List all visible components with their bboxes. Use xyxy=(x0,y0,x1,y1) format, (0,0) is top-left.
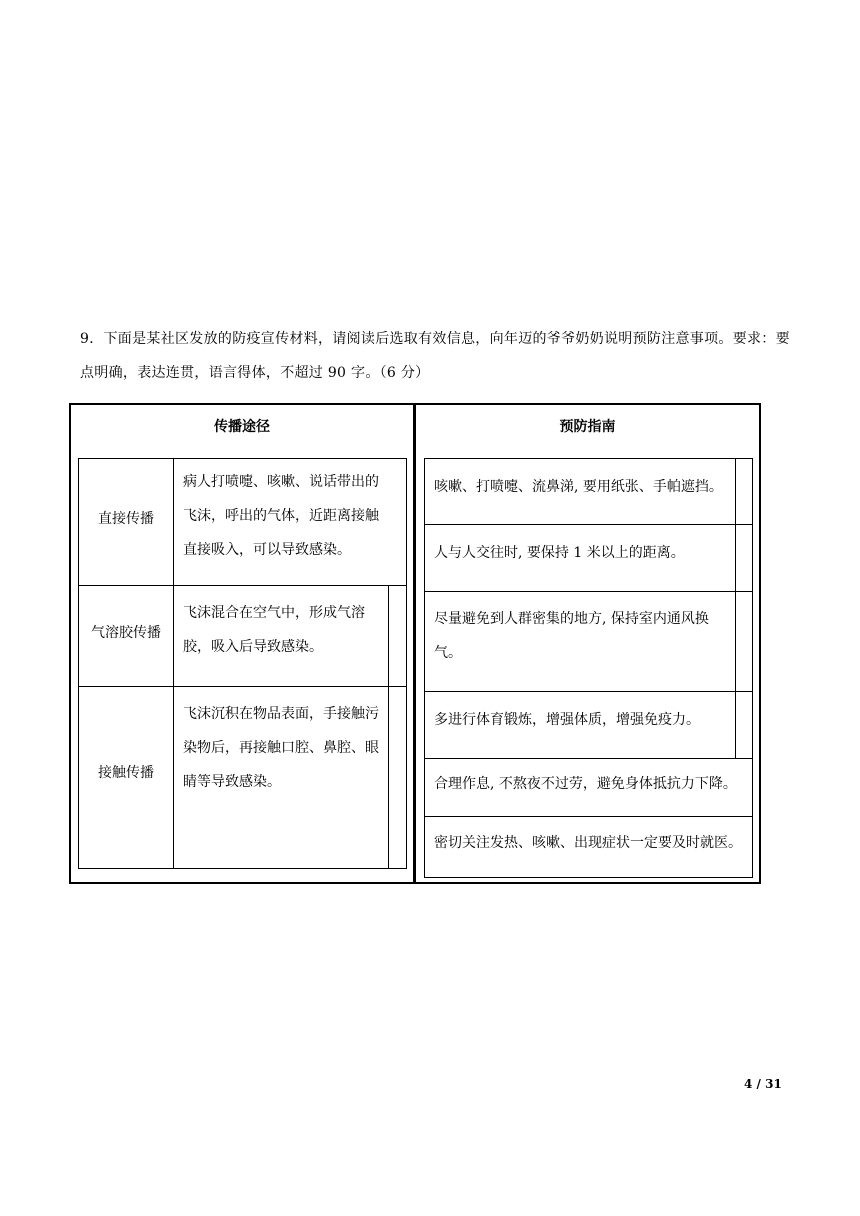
guide-item: 密切关注发热、咳嗽、出现症状一定要及时就医。 xyxy=(434,835,742,851)
route-desc: 病人打喷嚏、咳嗽、说话带出的飞沫，呼出的气体，近距离接触直接吸入，可以导致感染。 xyxy=(183,474,379,558)
route-desc: 飞沫沉积在物品表面，手接触污染物后，再接触口腔、鼻腔、眼睛等导致感染。 xyxy=(183,706,379,790)
guide-item: 尽量避免到人群密集的地方, 保持室内通风换气。 xyxy=(434,611,709,661)
route-name: 接触传播 xyxy=(98,765,154,781)
route-name: 气溶胶传播 xyxy=(91,625,161,641)
guide-item: 人与人交往时, 要保持 1 米以上的距离。 xyxy=(434,545,685,561)
guide-item: 多进行体育锻炼，增强体质，增强免疫力。 xyxy=(434,712,700,728)
route-desc: 飞沫混合在空气中，形成气溶胶，吸入后导致感染。 xyxy=(183,605,365,655)
table-divider xyxy=(413,403,416,884)
page-number: 4 / 31 xyxy=(744,1077,782,1091)
guide-item: 合理作息, 不熬夜不过劳，避免身体抵抗力下降。 xyxy=(434,776,737,792)
guide-item: 咳嗽、打喷嚏、流鼻涕, 要用纸张、手帕遮挡。 xyxy=(434,479,723,495)
header-transmission-route: 传播途径 xyxy=(214,419,270,435)
question-text: 9．下面是某社区发放的防疫宣传材料，请阅读后选取有效信息，向年迈的爷爷奶奶说明预防注意事项。要求：要点明确，表达连贯，语言得体，不超过 90 字。（6 分） xyxy=(80,331,790,381)
header-prevention-guide: 预防指南 xyxy=(559,419,616,435)
route-name: 直接传播 xyxy=(98,511,154,527)
